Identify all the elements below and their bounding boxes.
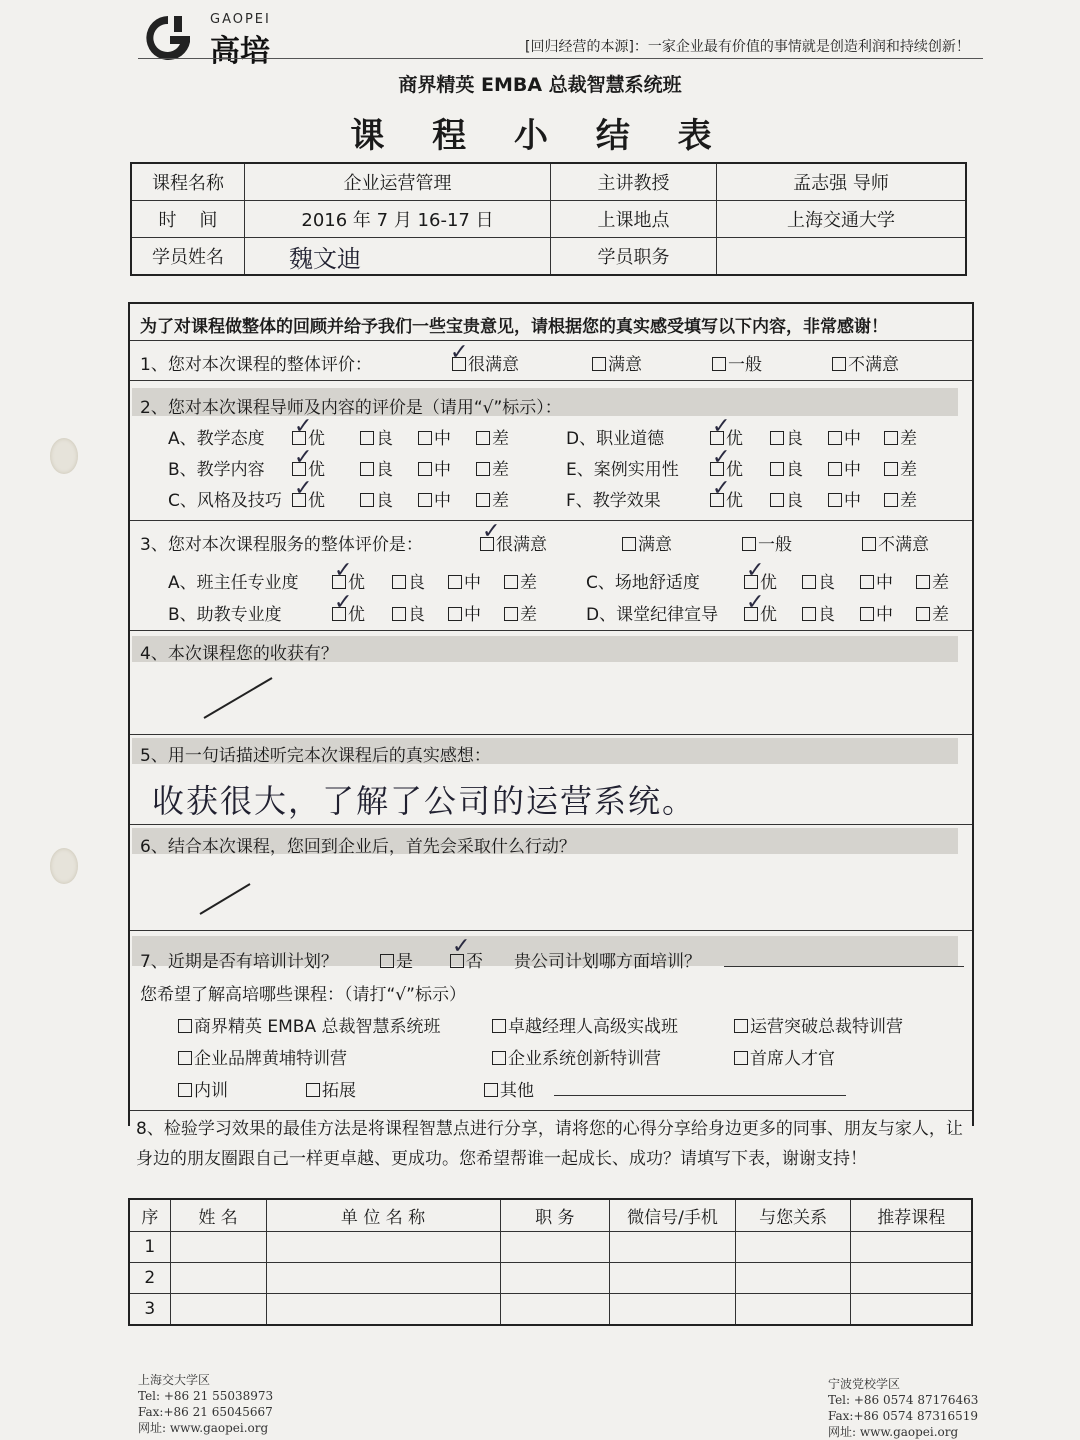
- checkbox-icon: [884, 493, 898, 507]
- checkbox-icon: [862, 537, 876, 551]
- q4-slash-mark: [200, 672, 280, 722]
- rec-header-2: 单 位 名 称: [266, 1199, 500, 1231]
- punch-hole: [50, 438, 78, 474]
- q7-courses-label: 您希望了解高培哪些课程：（请打“√”标示）: [140, 985, 466, 1005]
- q2-grade-r0-2[interactable]: 中: [418, 424, 451, 449]
- footer-ningbo-name: 宁波党校学区: [828, 1377, 901, 1391]
- q3-grade-r1-6[interactable]: 中: [860, 600, 893, 625]
- q3-grade-r0-1[interactable]: 良: [392, 568, 425, 593]
- position-field[interactable]: [717, 238, 967, 276]
- checkbox-icon: [916, 575, 930, 589]
- teacher-label: 主讲教授: [551, 163, 717, 201]
- checkbox-icon: [592, 357, 606, 371]
- checkbox-icon: [418, 431, 432, 445]
- rec-row-number: 3: [129, 1293, 170, 1325]
- q2-grade-r0-4[interactable]: 优: [710, 424, 743, 449]
- course-value: 企业运营管理: [245, 163, 551, 201]
- q3-label: 3、您对本次课程服务的整体评价是：: [140, 535, 423, 555]
- q3-grade-r0-7[interactable]: 差: [916, 568, 949, 593]
- q7-yes[interactable]: 是: [380, 947, 413, 972]
- q2-item-b: B、教学内容: [168, 460, 265, 480]
- q2-item-f: F、教学效果: [566, 491, 661, 511]
- q3-item-c: C、场地舒适度: [586, 573, 700, 593]
- q7-plan-field[interactable]: [724, 966, 964, 967]
- q5-label: 5、用一句话描述听完本次课程后的真实感想：: [140, 746, 491, 766]
- q7-plan-label: 贵公司计划哪方面培训？: [514, 952, 701, 972]
- q3-grade-r0-6[interactable]: 中: [860, 568, 893, 593]
- gaopei-logo: [138, 8, 298, 69]
- q2-label: 2、您对本次课程导师及内容的评价是（请用“√”标示）：: [140, 398, 562, 418]
- course-innovation[interactable]: 企业系统创新特训营: [492, 1044, 661, 1069]
- time-label: 时 间: [131, 201, 245, 238]
- checkbox-icon: [418, 462, 432, 476]
- brand-cn: 高培: [210, 34, 270, 69]
- course-other-field[interactable]: [554, 1095, 846, 1096]
- check-mark-icon: ✓: [712, 414, 731, 439]
- course-label: 课程名称: [131, 163, 245, 201]
- rec-cell-field[interactable]: [610, 1293, 736, 1325]
- checkbox-icon: [392, 575, 406, 589]
- rec-header-1: 姓 名: [170, 1199, 266, 1231]
- check-mark-icon: ✓: [294, 414, 313, 439]
- brand-en: GAOPEI: [210, 12, 271, 27]
- q3-average[interactable]: 一般: [742, 530, 792, 555]
- checkbox-icon: [828, 493, 842, 507]
- q3-dissatisfied[interactable]: 不满意: [862, 530, 929, 555]
- q7-no[interactable]: 否: [450, 947, 483, 972]
- rec-cell-field[interactable]: [735, 1262, 851, 1293]
- rec-cell-field[interactable]: [500, 1231, 610, 1262]
- checkbox-icon: [860, 575, 874, 589]
- checkbox-icon: [504, 607, 518, 621]
- check-mark-icon: ✓: [746, 558, 765, 583]
- course-operation[interactable]: 运营突破总裁特训营: [734, 1012, 903, 1037]
- place-value: 上海交通大学: [717, 201, 967, 238]
- q3-item-b: B、助教专业度: [168, 605, 282, 625]
- footer-shanghai: [138, 1372, 273, 1436]
- punch-hole: [50, 848, 78, 884]
- q3-grade-r0-5[interactable]: 良: [802, 568, 835, 593]
- q3-item-a: A、班主任专业度: [168, 573, 299, 593]
- check-mark-icon: ✓: [712, 445, 731, 470]
- q3-grade-r0-4[interactable]: 优: [744, 568, 777, 593]
- checkbox-icon: [178, 1083, 192, 1097]
- check-mark-icon: ✓: [334, 558, 353, 583]
- checkbox-icon: [380, 954, 394, 968]
- rec-cell-field[interactable]: [851, 1262, 972, 1293]
- checkbox-icon: [884, 462, 898, 476]
- checkbox-icon: [802, 575, 816, 589]
- q3-grade-r1-7[interactable]: 差: [916, 600, 949, 625]
- check-mark-icon: ✓: [452, 934, 471, 959]
- q2-grade-r1-3[interactable]: 差: [476, 455, 509, 480]
- footer-shanghai-web[interactable]: 网址: www.gaopei.org: [138, 1421, 269, 1435]
- q2-grade-r0-6[interactable]: 中: [828, 424, 861, 449]
- q3-grade-r1-1[interactable]: 良: [392, 600, 425, 625]
- checkbox-icon: [860, 607, 874, 621]
- q2-grade-r1-2[interactable]: 中: [418, 455, 451, 480]
- footer-shanghai-tel: Tel: +86 21 55038973: [138, 1389, 274, 1403]
- course-info-table: [130, 162, 967, 276]
- course-emba[interactable]: 商界精英 EMBA 总裁智慧系统班: [178, 1012, 441, 1037]
- checkbox-icon: [916, 607, 930, 621]
- q2-grade-r1-5[interactable]: 良: [770, 455, 803, 480]
- q3-grade-r1-3[interactable]: 差: [504, 600, 537, 625]
- q2-item-e: E、案例实用性: [566, 460, 679, 480]
- teacher-value: 孟志强 导师: [717, 163, 967, 201]
- checkbox-icon: [492, 1019, 506, 1033]
- q2-grade-r1-7[interactable]: 差: [884, 455, 917, 480]
- checkbox-icon: [828, 431, 842, 445]
- rec-cell-field[interactable]: [170, 1293, 266, 1325]
- q2-grade-r0-3[interactable]: 差: [476, 424, 509, 449]
- q2-grade-r2-4[interactable]: 优: [710, 486, 743, 511]
- rec-cell-field[interactable]: [170, 1231, 266, 1262]
- q2-grade-r2-3[interactable]: 差: [476, 486, 509, 511]
- q2-grade-r0-0[interactable]: 优: [292, 424, 325, 449]
- footer-ningbo-tel: Tel: +86 0574 87176463: [828, 1393, 979, 1407]
- checkbox-icon: [178, 1051, 192, 1065]
- rec-cell-field[interactable]: [266, 1262, 500, 1293]
- rec-header-6: 推荐课程: [851, 1199, 972, 1231]
- q2-item-d: D、职业道德: [566, 429, 665, 449]
- rec-cell-field[interactable]: [851, 1231, 972, 1262]
- q1-dissatisfied[interactable]: 不满意: [832, 350, 899, 375]
- time-value: 2016 年 7 月 16-17 日: [245, 201, 551, 238]
- q1-average[interactable]: 一般: [712, 350, 762, 375]
- checkbox-icon: [770, 493, 784, 507]
- checkbox-icon: [492, 1051, 506, 1065]
- table-row: [129, 1231, 972, 1262]
- checkbox-icon: [832, 357, 846, 371]
- table-row: [129, 1262, 972, 1293]
- q3-grade-r1-2[interactable]: 中: [448, 600, 481, 625]
- checkbox-icon: [734, 1019, 748, 1033]
- checkbox-icon: [448, 607, 462, 621]
- check-mark-icon: ✓: [334, 590, 353, 615]
- checkbox-icon: [734, 1051, 748, 1065]
- course-cto[interactable]: 首席人才官: [734, 1044, 835, 1069]
- slogan: [回归经营的本源]：一家企业最有价值的事情就是创造利润和持续创新！: [525, 39, 970, 55]
- q2-grade-r2-2[interactable]: 中: [418, 486, 451, 511]
- q2-grade-r1-1[interactable]: 良: [360, 455, 393, 480]
- rec-cell-field[interactable]: [266, 1293, 500, 1325]
- student-label: 学员姓名: [131, 238, 245, 276]
- table-row: [129, 1293, 972, 1325]
- questionnaire: [128, 302, 974, 1126]
- checkbox-icon: [306, 1083, 320, 1097]
- rec-cell-field[interactable]: [266, 1231, 500, 1262]
- footer-ningbo-fax: Fax:+86 0574 87316519: [828, 1409, 979, 1423]
- course-internal[interactable]: 内训: [178, 1076, 228, 1101]
- q3-very-satisfied[interactable]: 很满意: [480, 530, 547, 555]
- position-label: 学员职务: [551, 238, 717, 276]
- q2-grade-r0-1[interactable]: 良: [360, 424, 393, 449]
- q2-grade-r1-0[interactable]: 优: [292, 455, 325, 480]
- rec-header-0: 序: [129, 1199, 170, 1231]
- checkbox-icon: [484, 1083, 498, 1097]
- checkbox-icon: [448, 575, 462, 589]
- check-mark-icon: ✓: [294, 445, 313, 470]
- q1-label: 1、您对本次课程的整体评价：: [140, 355, 372, 375]
- q3-grade-r0-2[interactable]: 中: [448, 568, 481, 593]
- q4-label: 4、本次课程您的收获有？: [140, 644, 338, 664]
- q3-grade-r0-0[interactable]: 优: [332, 568, 365, 593]
- program-subtitle: 商界精英 EMBA 总裁智慧系统班: [398, 74, 682, 96]
- q2-grade-r0-7[interactable]: 差: [884, 424, 917, 449]
- checkbox-icon: [476, 431, 490, 445]
- q8-label: 8、检验学习效果的最佳方法是将课程智慧点进行分享，请将您的心得分享给身边更多的同事、朋友与家人，让身边的朋友圈跟自己一样更卓越、更成功。您希望帮谁一起成长、成功？请填写下表，谢谢支持！: [136, 1119, 963, 1169]
- gaopei-logo-icon: [138, 12, 202, 62]
- q3-grade-r1-4[interactable]: 优: [744, 600, 777, 625]
- rec-row-number: 1: [129, 1231, 170, 1262]
- rec-cell-field[interactable]: [500, 1293, 610, 1325]
- checkbox-icon: [476, 493, 490, 507]
- form-title: 课 程 小 结 表: [350, 116, 730, 156]
- checkbox-icon: [178, 1019, 192, 1033]
- q1-very-satisfied[interactable]: 很满意: [452, 350, 519, 375]
- q2-item-c: C、风格及技巧: [168, 491, 282, 511]
- place-label: 上课地点: [551, 201, 717, 238]
- referral-table: [128, 1198, 973, 1326]
- course-outdoor[interactable]: 拓展: [306, 1076, 356, 1101]
- course-brand[interactable]: 企业品牌黄埔特训营: [178, 1044, 347, 1069]
- footer-shanghai-name: 上海交大学区: [138, 1373, 211, 1387]
- q3-grade-r1-5[interactable]: 良: [802, 600, 835, 625]
- rec-cell-field[interactable]: [610, 1231, 736, 1262]
- rec-cell-field[interactable]: [851, 1293, 972, 1325]
- rec-cell-field[interactable]: [735, 1293, 851, 1325]
- student-name-field[interactable]: 魏文迪: [245, 238, 551, 276]
- footer-ningbo-web[interactable]: 网址: www.gaopei.org: [828, 1425, 959, 1439]
- q6-label: 6、结合本次课程，您回到企业后，首先会采取什么行动？: [140, 837, 576, 857]
- checkbox-icon: [392, 607, 406, 621]
- checkbox-icon: [360, 431, 374, 445]
- q1-satisfied[interactable]: 满意: [592, 350, 642, 375]
- rec-header-3: 职 务: [500, 1199, 610, 1231]
- checkbox-icon: [360, 493, 374, 507]
- checkbox-icon: [504, 575, 518, 589]
- rec-cell-field[interactable]: [735, 1231, 851, 1262]
- q2-grade-r1-6[interactable]: 中: [828, 455, 861, 480]
- check-mark-icon: ✓: [482, 519, 501, 544]
- checkbox-icon: [622, 537, 636, 551]
- q7-label: 7、近期是否有培训计划？: [140, 952, 338, 972]
- q3-grade-r0-3[interactable]: 差: [504, 568, 537, 593]
- checkbox-icon: [770, 462, 784, 476]
- checkbox-icon: [742, 537, 756, 551]
- q2-grade-r1-4[interactable]: 优: [710, 455, 743, 480]
- q3-grade-r1-0[interactable]: 优: [332, 600, 365, 625]
- checkbox-icon: [360, 462, 374, 476]
- footer-shanghai-fax: Fax:+86 21 65045667: [138, 1405, 273, 1419]
- check-mark-icon: ✓: [746, 590, 765, 615]
- q2-grade-r2-0[interactable]: 优: [292, 486, 325, 511]
- q2-grade-r2-7[interactable]: 差: [884, 486, 917, 511]
- check-mark-icon: ✓: [712, 476, 731, 501]
- checkbox-icon: [476, 462, 490, 476]
- checkbox-icon: [884, 431, 898, 445]
- check-mark-icon: ✓: [450, 340, 469, 365]
- q5-answer-field[interactable]: 收获很大，了解了公司的运营系统。: [152, 782, 697, 820]
- rec-header-4: 微信号/手机: [610, 1199, 736, 1231]
- intro-text: 为了对课程做整体的回顾并给予我们一些宝贵意见，请根据您的真实感受填写以下内容，非常感谢！: [140, 317, 888, 337]
- q3-satisfied[interactable]: 满意: [622, 530, 672, 555]
- q2-grade-r2-1[interactable]: 良: [360, 486, 393, 511]
- q6-slash-mark: [196, 878, 256, 918]
- rec-cell-field[interactable]: [500, 1262, 610, 1293]
- rec-cell-field[interactable]: [170, 1262, 266, 1293]
- q2-grade-r0-5[interactable]: 良: [770, 424, 803, 449]
- rec-cell-field[interactable]: [610, 1262, 736, 1293]
- checkbox-icon: [828, 462, 842, 476]
- checkbox-icon: [802, 607, 816, 621]
- checkbox-icon: [770, 431, 784, 445]
- checkbox-icon: [712, 357, 726, 371]
- q3-item-d: D、课堂纪律宣导: [586, 605, 719, 625]
- footer-ningbo: [828, 1376, 978, 1440]
- course-manager[interactable]: 卓越经理人高级实战班: [492, 1012, 678, 1037]
- header-divider: [138, 58, 983, 59]
- q2-grade-r2-5[interactable]: 良: [770, 486, 803, 511]
- course-other[interactable]: 其他: [484, 1076, 534, 1101]
- rec-row-number: 2: [129, 1262, 170, 1293]
- q2-grade-r2-6[interactable]: 中: [828, 486, 861, 511]
- rec-header-5: 与您关系: [735, 1199, 851, 1231]
- q2-item-a: A、教学态度: [168, 429, 265, 449]
- checkbox-icon: [418, 493, 432, 507]
- check-mark-icon: ✓: [294, 476, 313, 501]
